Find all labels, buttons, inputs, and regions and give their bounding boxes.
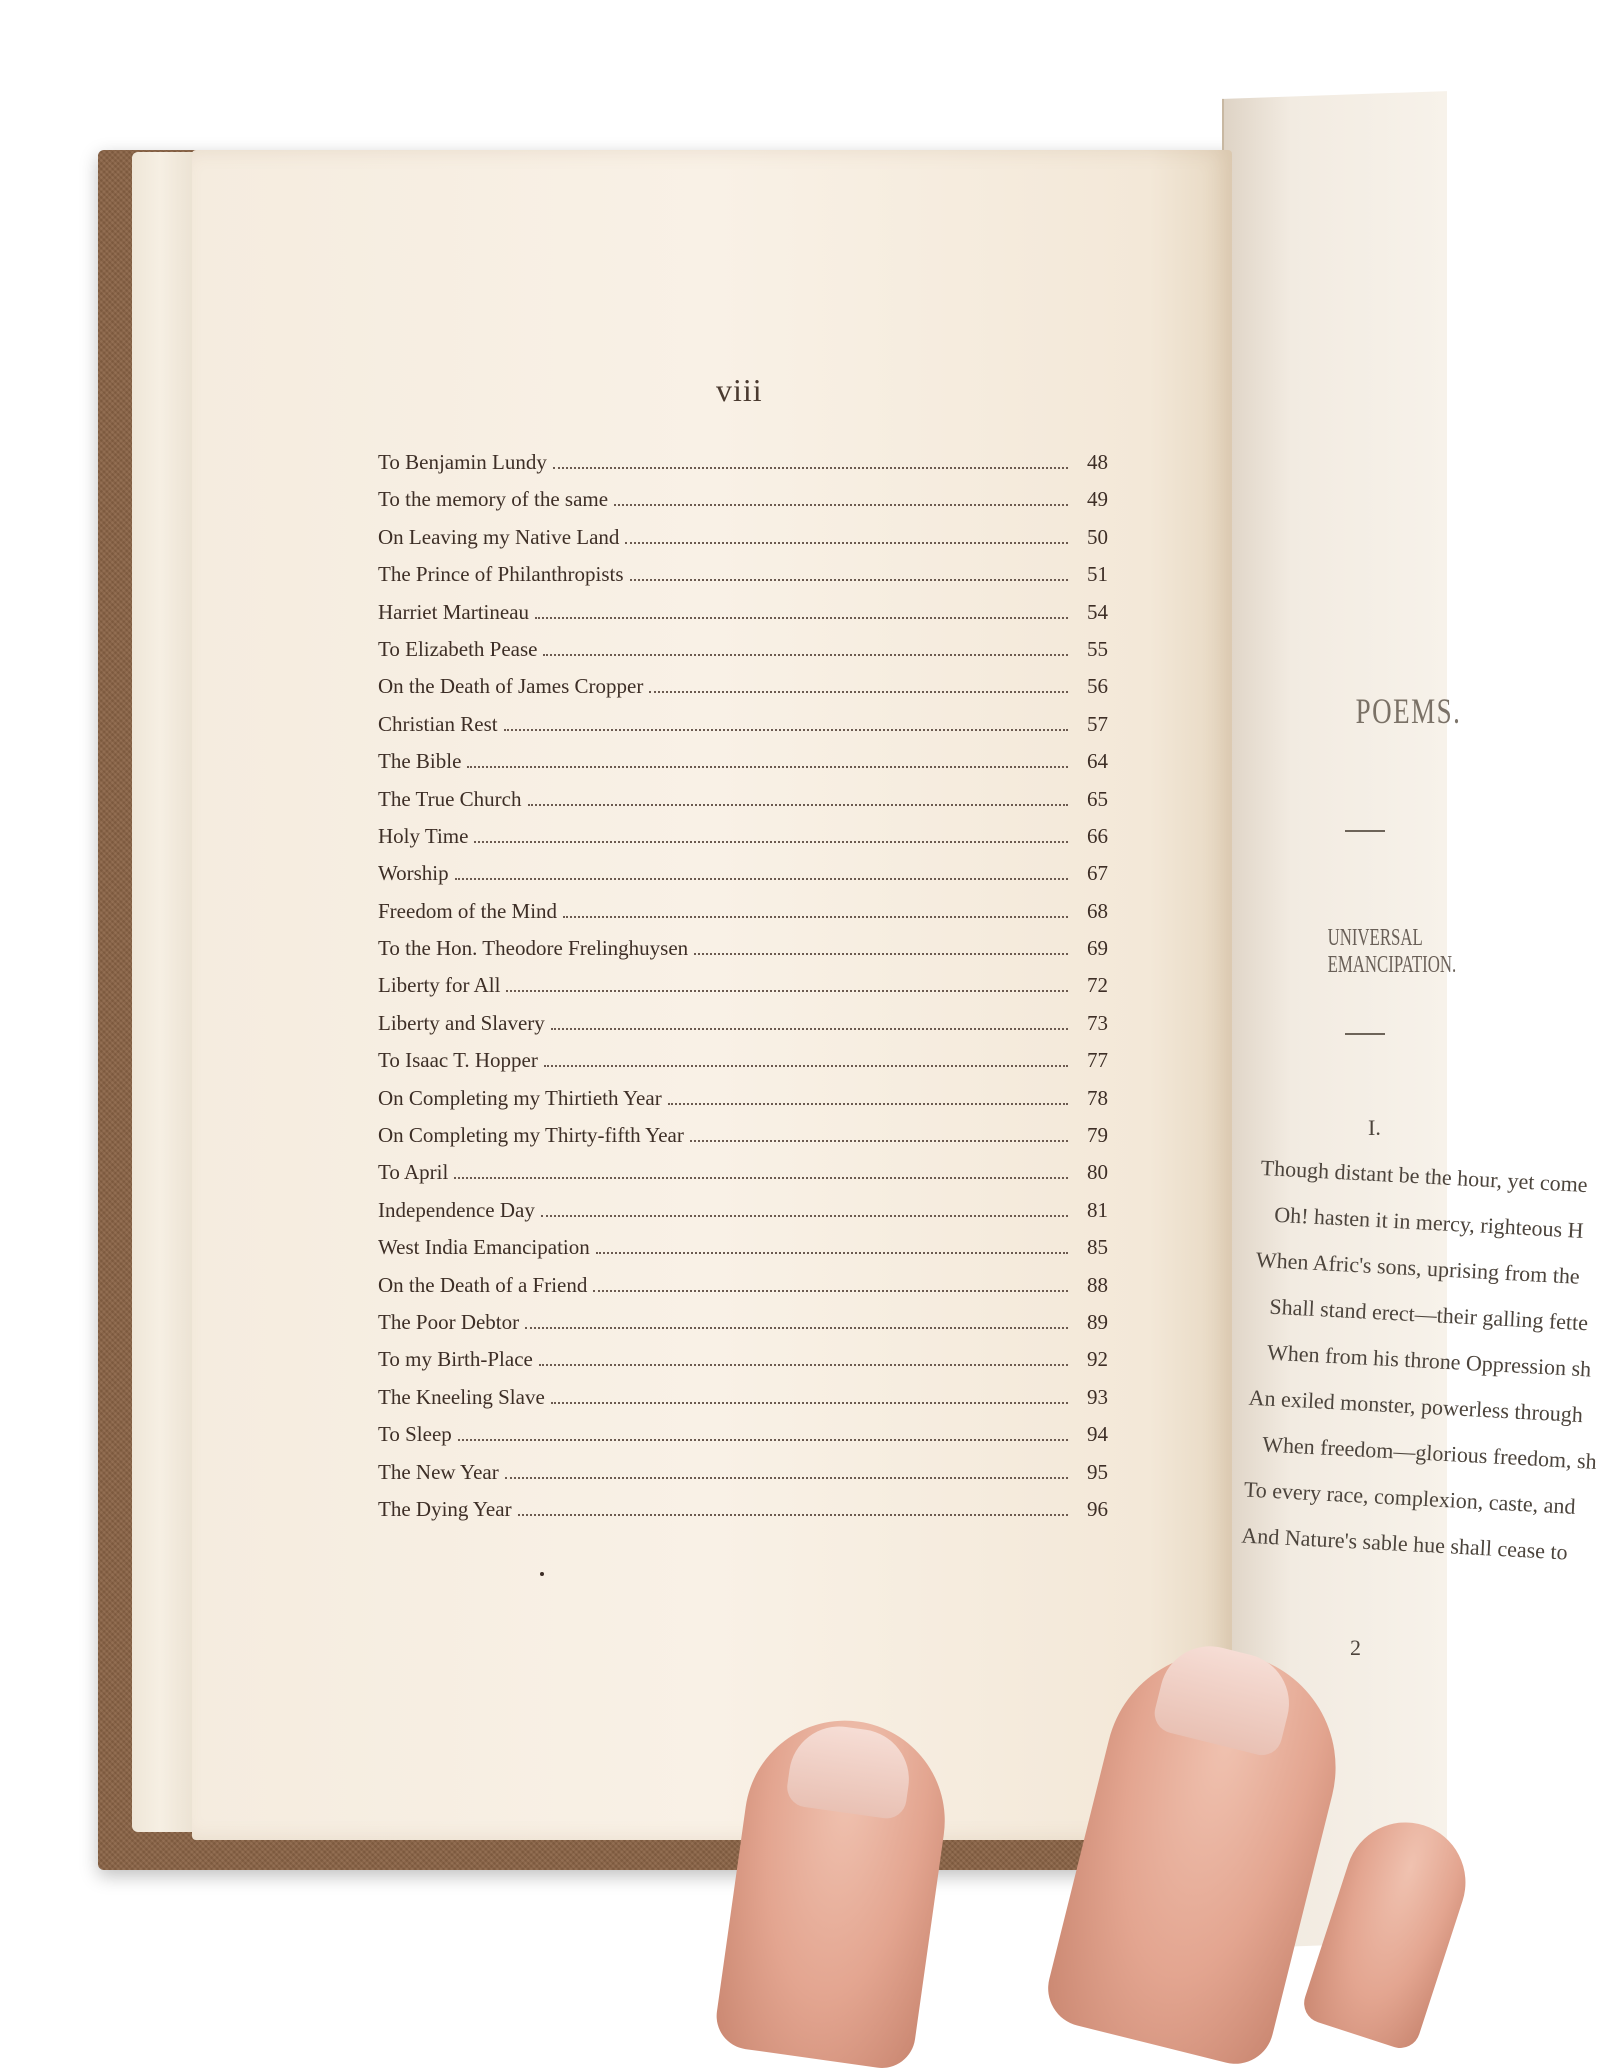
entry-title: Liberty for All [378,973,501,998]
entry-title: West India Emancipation [378,1235,590,1260]
right-page-title: POEMS. [1355,691,1462,731]
entry-page: 89 [1087,1309,1108,1334]
entry-title: Holy Time [378,823,469,848]
contents-entry [378,787,1108,824]
entry-page: 54 [1087,599,1108,624]
entry-page: 56 [1087,674,1108,699]
entry-title: Independence Day [378,1197,535,1222]
entry-page: 67 [1087,861,1108,886]
entry-page: 50 [1087,524,1108,549]
dot-leader [596,1252,1068,1254]
entry-page: 85 [1087,1235,1108,1260]
dot-leader [518,1514,1068,1516]
poem-line: An exiled monster, powerless through [1248,1384,1584,1428]
dot-leader [535,617,1068,619]
entry-title: To Benjamin Lundy [378,450,547,474]
entry-title: To the Hon. Theodore Frelinghuysen [378,936,689,961]
entry-title: On Leaving my Native Land [378,524,620,549]
entry-title: Worship [378,861,449,886]
dot-leader [668,1103,1068,1105]
dot-leader [690,1140,1068,1142]
poem-line: Oh! hasten it in mercy, righteous H [1273,1201,1585,1243]
right-page-numeral: I. [1368,1115,1381,1140]
entry-page: 77 [1087,1048,1108,1073]
entry-title: The Dying Year [378,1496,512,1521]
poem-line: To every race, complexion, caste, and [1243,1476,1577,1519]
entry-page: 78 [1087,1085,1108,1110]
right-page-section-title: UNIVERSAL EMANCIPATION. [1327,925,1457,978]
entry-title: The Prince of Philanthropists [378,562,624,587]
entry-page: 88 [1087,1272,1108,1297]
entry-title: To Sleep [378,1422,452,1447]
entry-page: 68 [1087,898,1108,923]
entry-page: 49 [1087,487,1108,512]
contents-entry [378,973,1108,1010]
entry-page: 94 [1087,1422,1108,1447]
contents-entry [378,1123,1108,1160]
contents-entry [378,1198,1108,1235]
contents-entry [378,712,1108,749]
contents-entry [378,899,1108,936]
contents-entry [378,749,1108,786]
page-folio: viii [716,372,763,408]
entry-page: 48 [1087,450,1108,474]
dot-leader [551,1028,1068,1030]
ornament-rule [1345,830,1385,832]
dot-leader [614,504,1068,506]
entry-title: To Elizabeth Pease [378,636,538,661]
dot-leader [649,691,1068,693]
entry-title: On Completing my Thirty-fifth Year [378,1123,684,1148]
contents-entry [378,1460,1108,1497]
contents-entry [378,450,1108,487]
entry-page: 69 [1087,936,1108,961]
dot-leader [563,916,1068,918]
dot-leader [544,1065,1068,1067]
entry-page: 73 [1087,1010,1108,1035]
entry-page: 51 [1087,562,1108,587]
contents-entry [378,637,1108,674]
contents-entry [378,1310,1108,1347]
dot-leader [630,579,1068,581]
ink-speck [540,1572,544,1576]
entry-page: 57 [1087,711,1108,736]
poem-line: Though distant be the hour, yet come [1260,1154,1589,1198]
dot-leader [528,804,1069,806]
entry-title: The Poor Debtor [378,1309,520,1334]
dot-leader [694,953,1068,955]
contents-entry [378,562,1108,599]
dot-leader [454,1177,1068,1179]
entry-title: Christian Rest [378,711,498,736]
poem-line: When from his throne Oppression sh [1266,1339,1592,1382]
contents-entry [378,936,1108,973]
entry-title: On the Death of a Friend [378,1272,588,1297]
contents-list [378,450,1108,1534]
entry-page: 93 [1087,1384,1108,1409]
poem-line: When freedom—glorious freedom, sh [1261,1431,1598,1474]
entry-page: 95 [1087,1459,1108,1484]
contents-entry [378,1235,1108,1272]
entry-page: 80 [1087,1160,1108,1185]
entry-page: 92 [1087,1347,1108,1372]
dot-leader [455,878,1068,880]
dot-leader [593,1290,1068,1292]
entry-title: On the Death of James Cropper [378,674,644,699]
dot-leader [458,1439,1068,1441]
contents-entry [378,1086,1108,1123]
dot-leader [474,841,1068,843]
entry-page: 66 [1087,823,1108,848]
entry-title: The Kneeling Slave [378,1384,545,1409]
entry-title: Freedom of the Mind [378,898,558,923]
contents-entry [378,1160,1108,1197]
entry-page: 81 [1087,1197,1108,1222]
contents-entry [378,1497,1108,1534]
entry-title: The Bible [378,749,462,774]
entry-title: To the memory of the same [378,487,609,512]
contents-entry [378,1273,1108,1310]
dot-leader [551,1402,1068,1404]
entry-title: The New Year [378,1459,499,1484]
entry-title: On Completing my Thirtieth Year [378,1085,662,1110]
entry-title: To Isaac T. Hopper [378,1048,538,1073]
contents-entry [378,824,1108,861]
dot-leader [543,654,1068,656]
entry-page: 55 [1087,636,1108,661]
entry-title: To my Birth-Place [378,1347,533,1372]
dot-leader [553,467,1068,469]
dot-leader [541,1215,1068,1217]
contents-entry [378,1048,1108,1085]
entry-title: To April [378,1160,449,1185]
contents-entry [378,674,1108,711]
contents-entry [378,600,1108,637]
contents-entry [378,525,1108,562]
contents-entry [378,1385,1108,1422]
dot-leader [625,542,1068,544]
entry-title: Liberty and Slavery [378,1010,545,1035]
right-page-number: 2 [1350,1635,1361,1660]
entry-page: 65 [1087,786,1108,811]
dot-leader [504,729,1068,731]
poem-line: When Afric's sons, uprising from the [1255,1246,1581,1289]
dot-leader [525,1327,1068,1329]
entry-page: 96 [1087,1496,1108,1521]
dot-leader [505,1477,1068,1479]
poem-line: And Nature's sable hue shall cease to [1240,1522,1569,1565]
dot-leader [539,1364,1068,1366]
contents-entry [378,1347,1108,1384]
entry-page: 64 [1087,749,1108,774]
contents-entry [378,1422,1108,1459]
poem-line: Shall stand erect—their galling fette [1268,1293,1589,1336]
entry-title: The True Church [378,786,522,811]
entry-page: 79 [1087,1123,1108,1148]
contents-entry [378,861,1108,898]
contents-entry [378,1011,1108,1048]
dot-leader [506,990,1068,992]
ornament-rule [1345,1033,1385,1035]
dot-leader [467,766,1068,768]
right-page-poem [1240,1145,1612,1577]
contents-entry [378,487,1108,524]
entry-page: 72 [1087,973,1108,998]
entry-title: Harriet Martineau [378,599,530,624]
